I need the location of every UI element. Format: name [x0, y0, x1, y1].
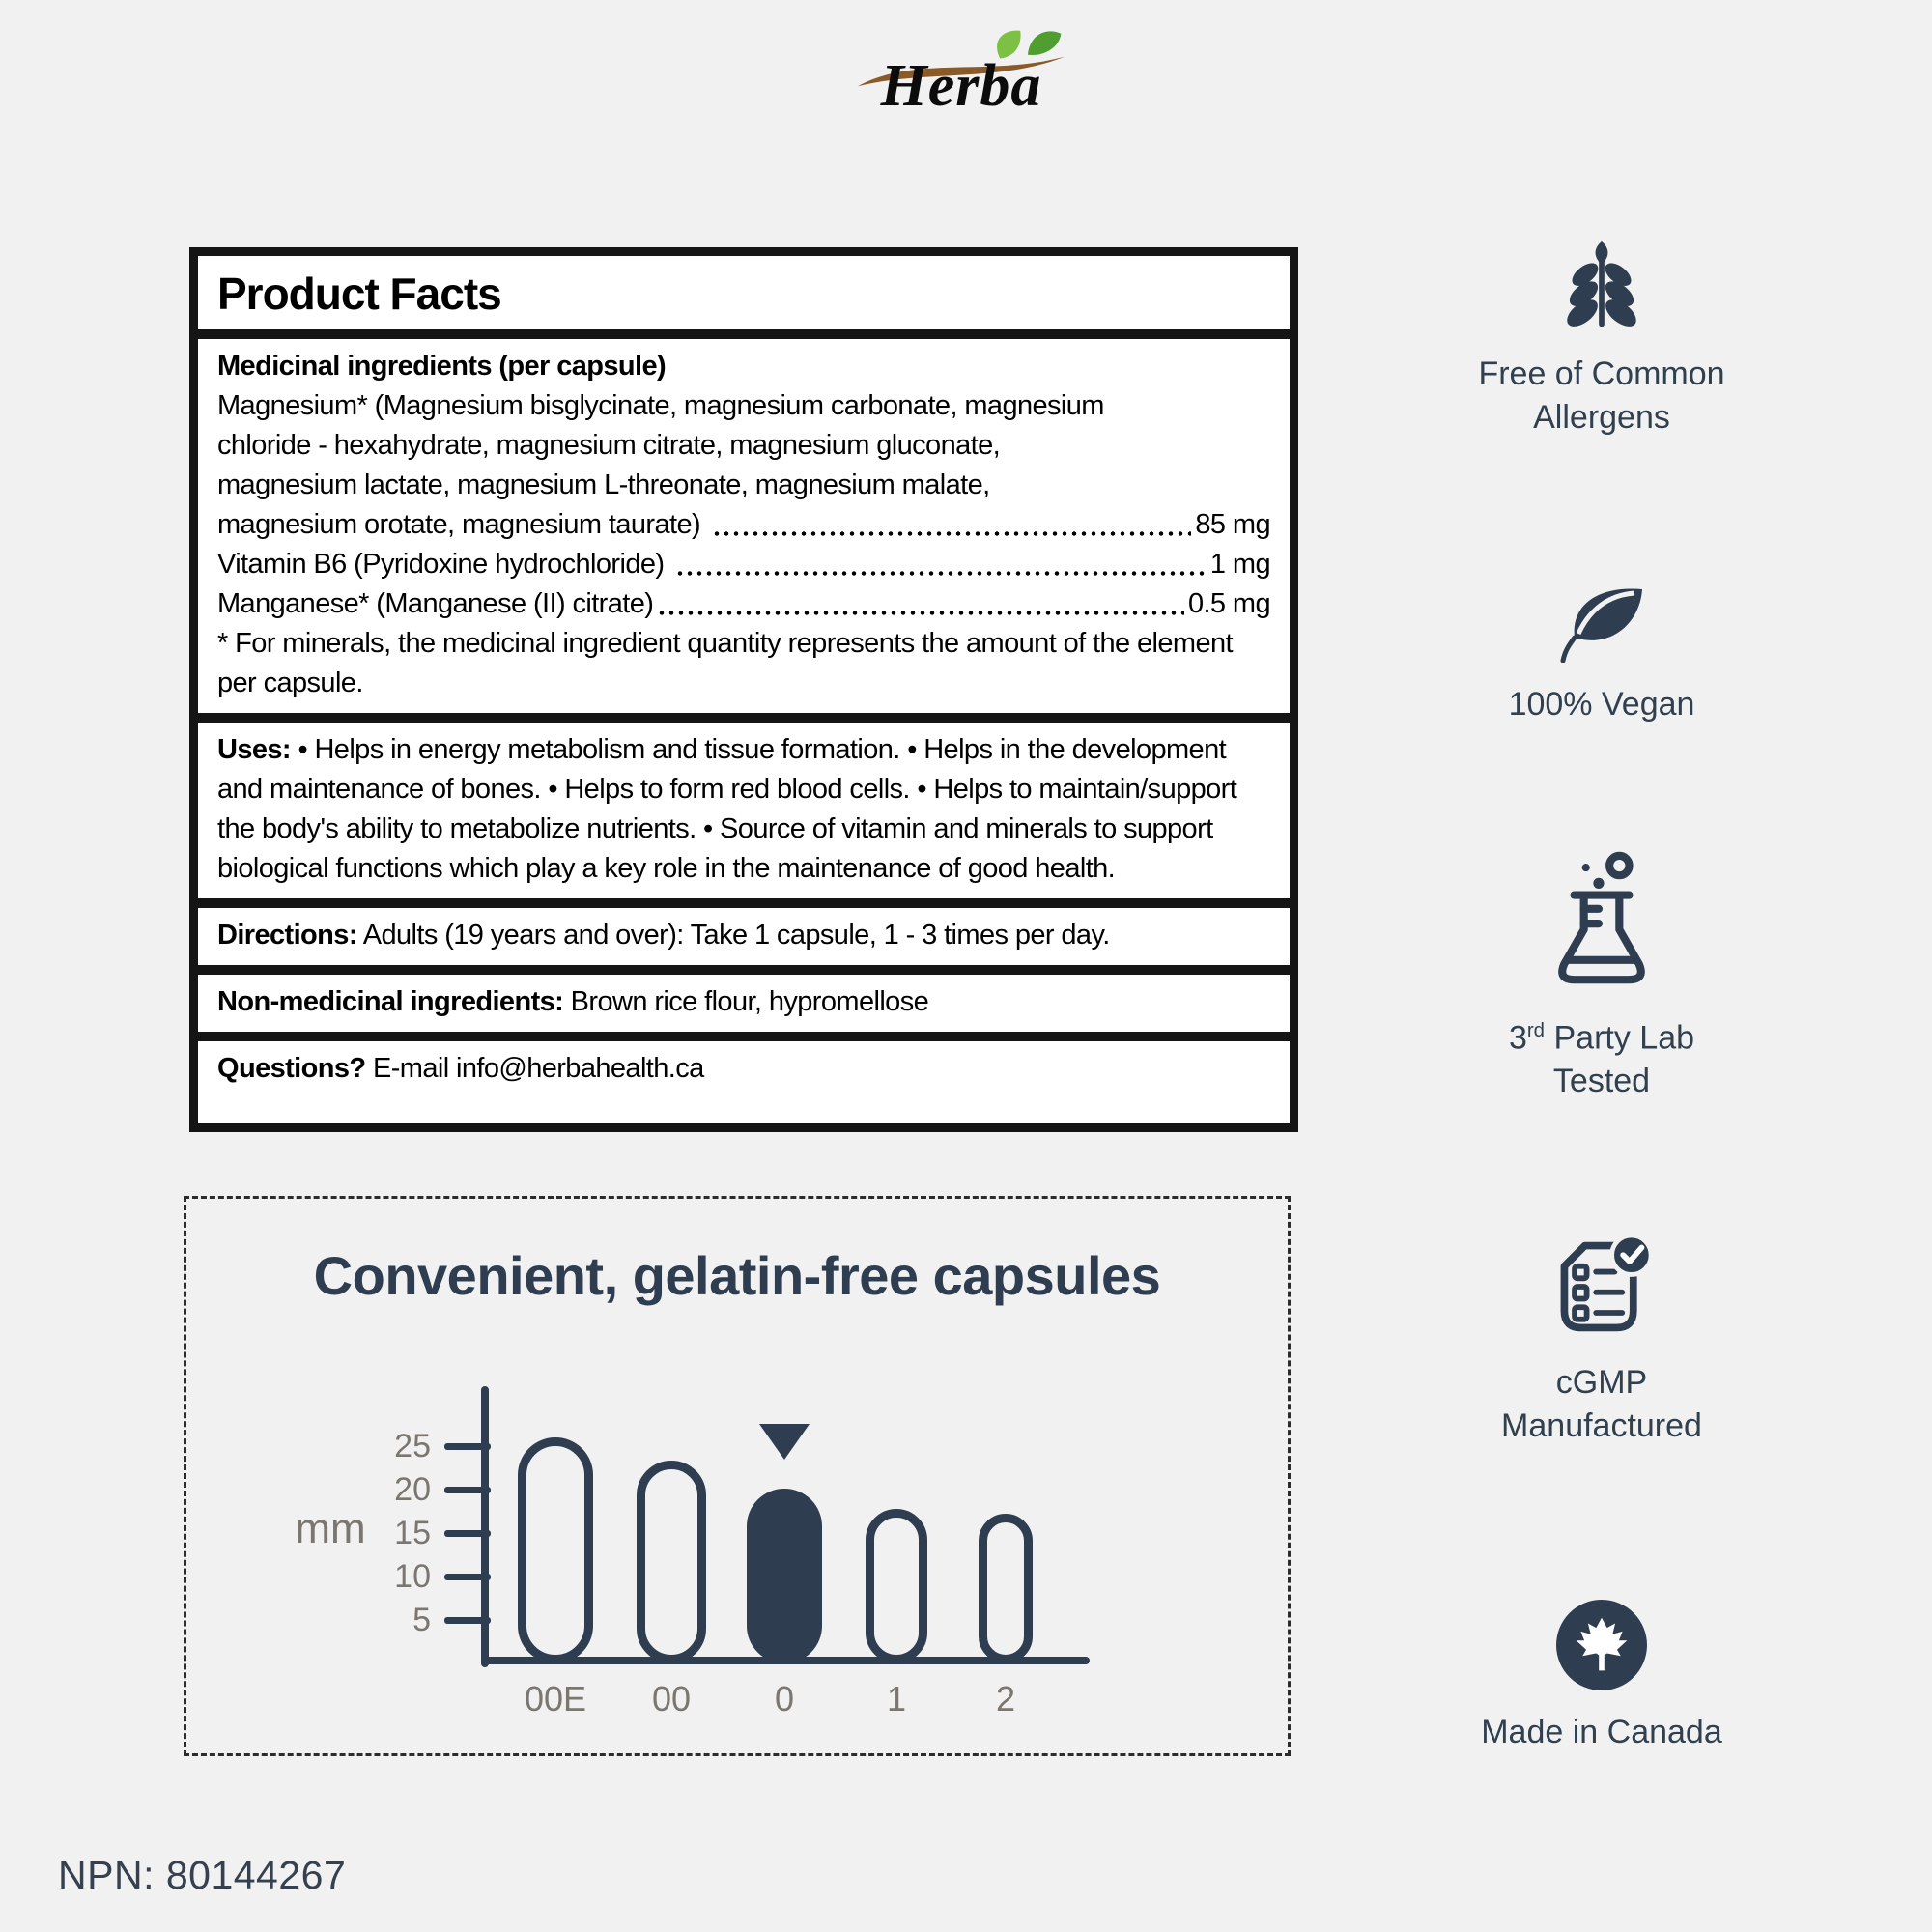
y-axis-tick: [444, 1574, 491, 1580]
y-axis-tick: [444, 1487, 491, 1493]
capsule-size-00E: [518, 1437, 593, 1663]
checklist-icon: [1549, 1233, 1654, 1341]
badge-vegan: [1408, 578, 1795, 726]
y-axis-line: [481, 1386, 489, 1667]
x-axis-category-label: 00: [651, 1679, 692, 1719]
ingredient-amount: 0.5 mg: [1187, 588, 1270, 619]
highlight-arrow-icon: [759, 1424, 810, 1460]
badge-label: Made in Canada: [1481, 1714, 1722, 1750]
ingredient-name-line: chloride - hexahydrate, magnesium citrate, magnesium gluconate,: [217, 430, 1001, 461]
non-medicinal-label: Non-medicinal ingredients:: [217, 986, 564, 1017]
capsule-panel-heading: Convenient, gelatin-free capsules: [313, 1245, 1161, 1306]
y-axis-tick-label: 15: [394, 1515, 431, 1551]
leaf-icon: [1553, 578, 1650, 663]
capsule-size-chart: [290, 1381, 1111, 1729]
y-axis-tick: [444, 1443, 491, 1450]
ingredient-row: [217, 584, 1270, 624]
non-medicinal-section: [198, 965, 1290, 1032]
badge-lab-tested: [1408, 844, 1795, 1103]
x-axis-category-label: 2: [995, 1679, 1016, 1719]
x-axis-category-label: 0: [774, 1679, 795, 1719]
capsule-size-2: [979, 1514, 1033, 1663]
ingredient-name: magnesium orotate, magnesium taurate): [217, 509, 708, 540]
badge-label: Free of Common Allergens: [1478, 355, 1725, 436]
medicinal-heading: Medicinal ingredients (per capsule): [217, 351, 667, 382]
directions-text: Adults (19 years and over): Take 1 capsule, 1 - 3 times per day.: [356, 920, 1110, 951]
badge-label: 100% Vegan: [1508, 686, 1695, 723]
wheat-icon: [1560, 242, 1643, 332]
y-axis-unit-label: mm: [295, 1505, 366, 1552]
lab-flask-icon: [1548, 844, 1656, 989]
y-axis-tick: [444, 1530, 491, 1537]
product-facts-panel: [189, 247, 1298, 1132]
uses-label: Uses:: [217, 734, 291, 765]
y-axis-tick: [444, 1617, 491, 1624]
minerals-footnote: * For minerals, the medicinal ingredient quantity represents the amount of the element per capsule.: [217, 628, 1233, 698]
questions-label: Questions?: [217, 1053, 366, 1084]
facts-title: Product Facts: [217, 269, 501, 319]
ingredient-name-line: Magnesium* (Magnesium bisglycinate, magnesium carbonate, magnesium: [217, 390, 1104, 421]
badge-label: 3rd Party Lab Tested: [1508, 1019, 1695, 1100]
medicinal-ingredient-rows: [217, 386, 1270, 624]
capsule-size-1: [866, 1509, 927, 1663]
x-axis-category-label: 00E: [524, 1679, 587, 1719]
npn-number: NPN: 80144267: [58, 1853, 347, 1897]
non-medicinal-text: Brown rice flour, hypromellose: [563, 986, 929, 1017]
maple-leaf-icon: [1556, 1600, 1647, 1690]
badge-free-of-allergens: [1408, 242, 1795, 440]
ingredient-name-line: magnesium lactate, magnesium L-threonate, magnesium malate,: [217, 469, 990, 500]
badge-made-in-canada: [1408, 1600, 1795, 1754]
capsule-size-0: [747, 1489, 822, 1663]
ingredient-amount: 1 mg: [1209, 549, 1270, 580]
facts-title-section: [198, 256, 1290, 329]
ingredient-name: Manganese* (Manganese (II) citrate): [217, 588, 654, 619]
y-axis-tick-label: 10: [394, 1558, 431, 1595]
ingredient-name: Vitamin B6 (Pyridoxine hydrochloride): [217, 549, 671, 580]
questions-section: [198, 1032, 1290, 1098]
directions-section: [198, 898, 1290, 965]
uses-section: [198, 713, 1290, 898]
y-axis-tick-label: 20: [394, 1471, 431, 1508]
ingredient-row: [217, 505, 1270, 545]
y-axis-tick-label: 25: [394, 1428, 431, 1464]
y-axis-tick-label: 5: [412, 1602, 431, 1638]
uses-text: • Helps in energy metabolism and tissue formation. • Helps in the development and maintenance of bones. • Helps to form red blood cells. • Helps to maintain/support the body's ability to metabolize nutrients. • Source of vitamin and minerals to support biological functions which play a key role in the maintenance of good health.: [217, 734, 1237, 884]
dotted-leader: [675, 570, 1207, 577]
dotted-leader: [657, 610, 1184, 616]
badge-cgmp: [1408, 1233, 1795, 1448]
brand-logo: [850, 27, 1072, 124]
x-axis-category-label: 1: [886, 1679, 907, 1719]
dotted-leader: [712, 530, 1192, 537]
badge-label: cGMP Manufactured: [1501, 1364, 1702, 1444]
ingredient-row: [217, 545, 1270, 584]
ingredient-amount: 85 mg: [1195, 509, 1270, 540]
questions-text: E-mail info@herbahealth.ca: [365, 1053, 704, 1084]
directions-label: Directions:: [217, 920, 357, 951]
brand-name: Herba: [880, 53, 1042, 119]
medicinal-ingredients-section: [198, 329, 1290, 713]
capsule-size-00: [637, 1461, 706, 1663]
